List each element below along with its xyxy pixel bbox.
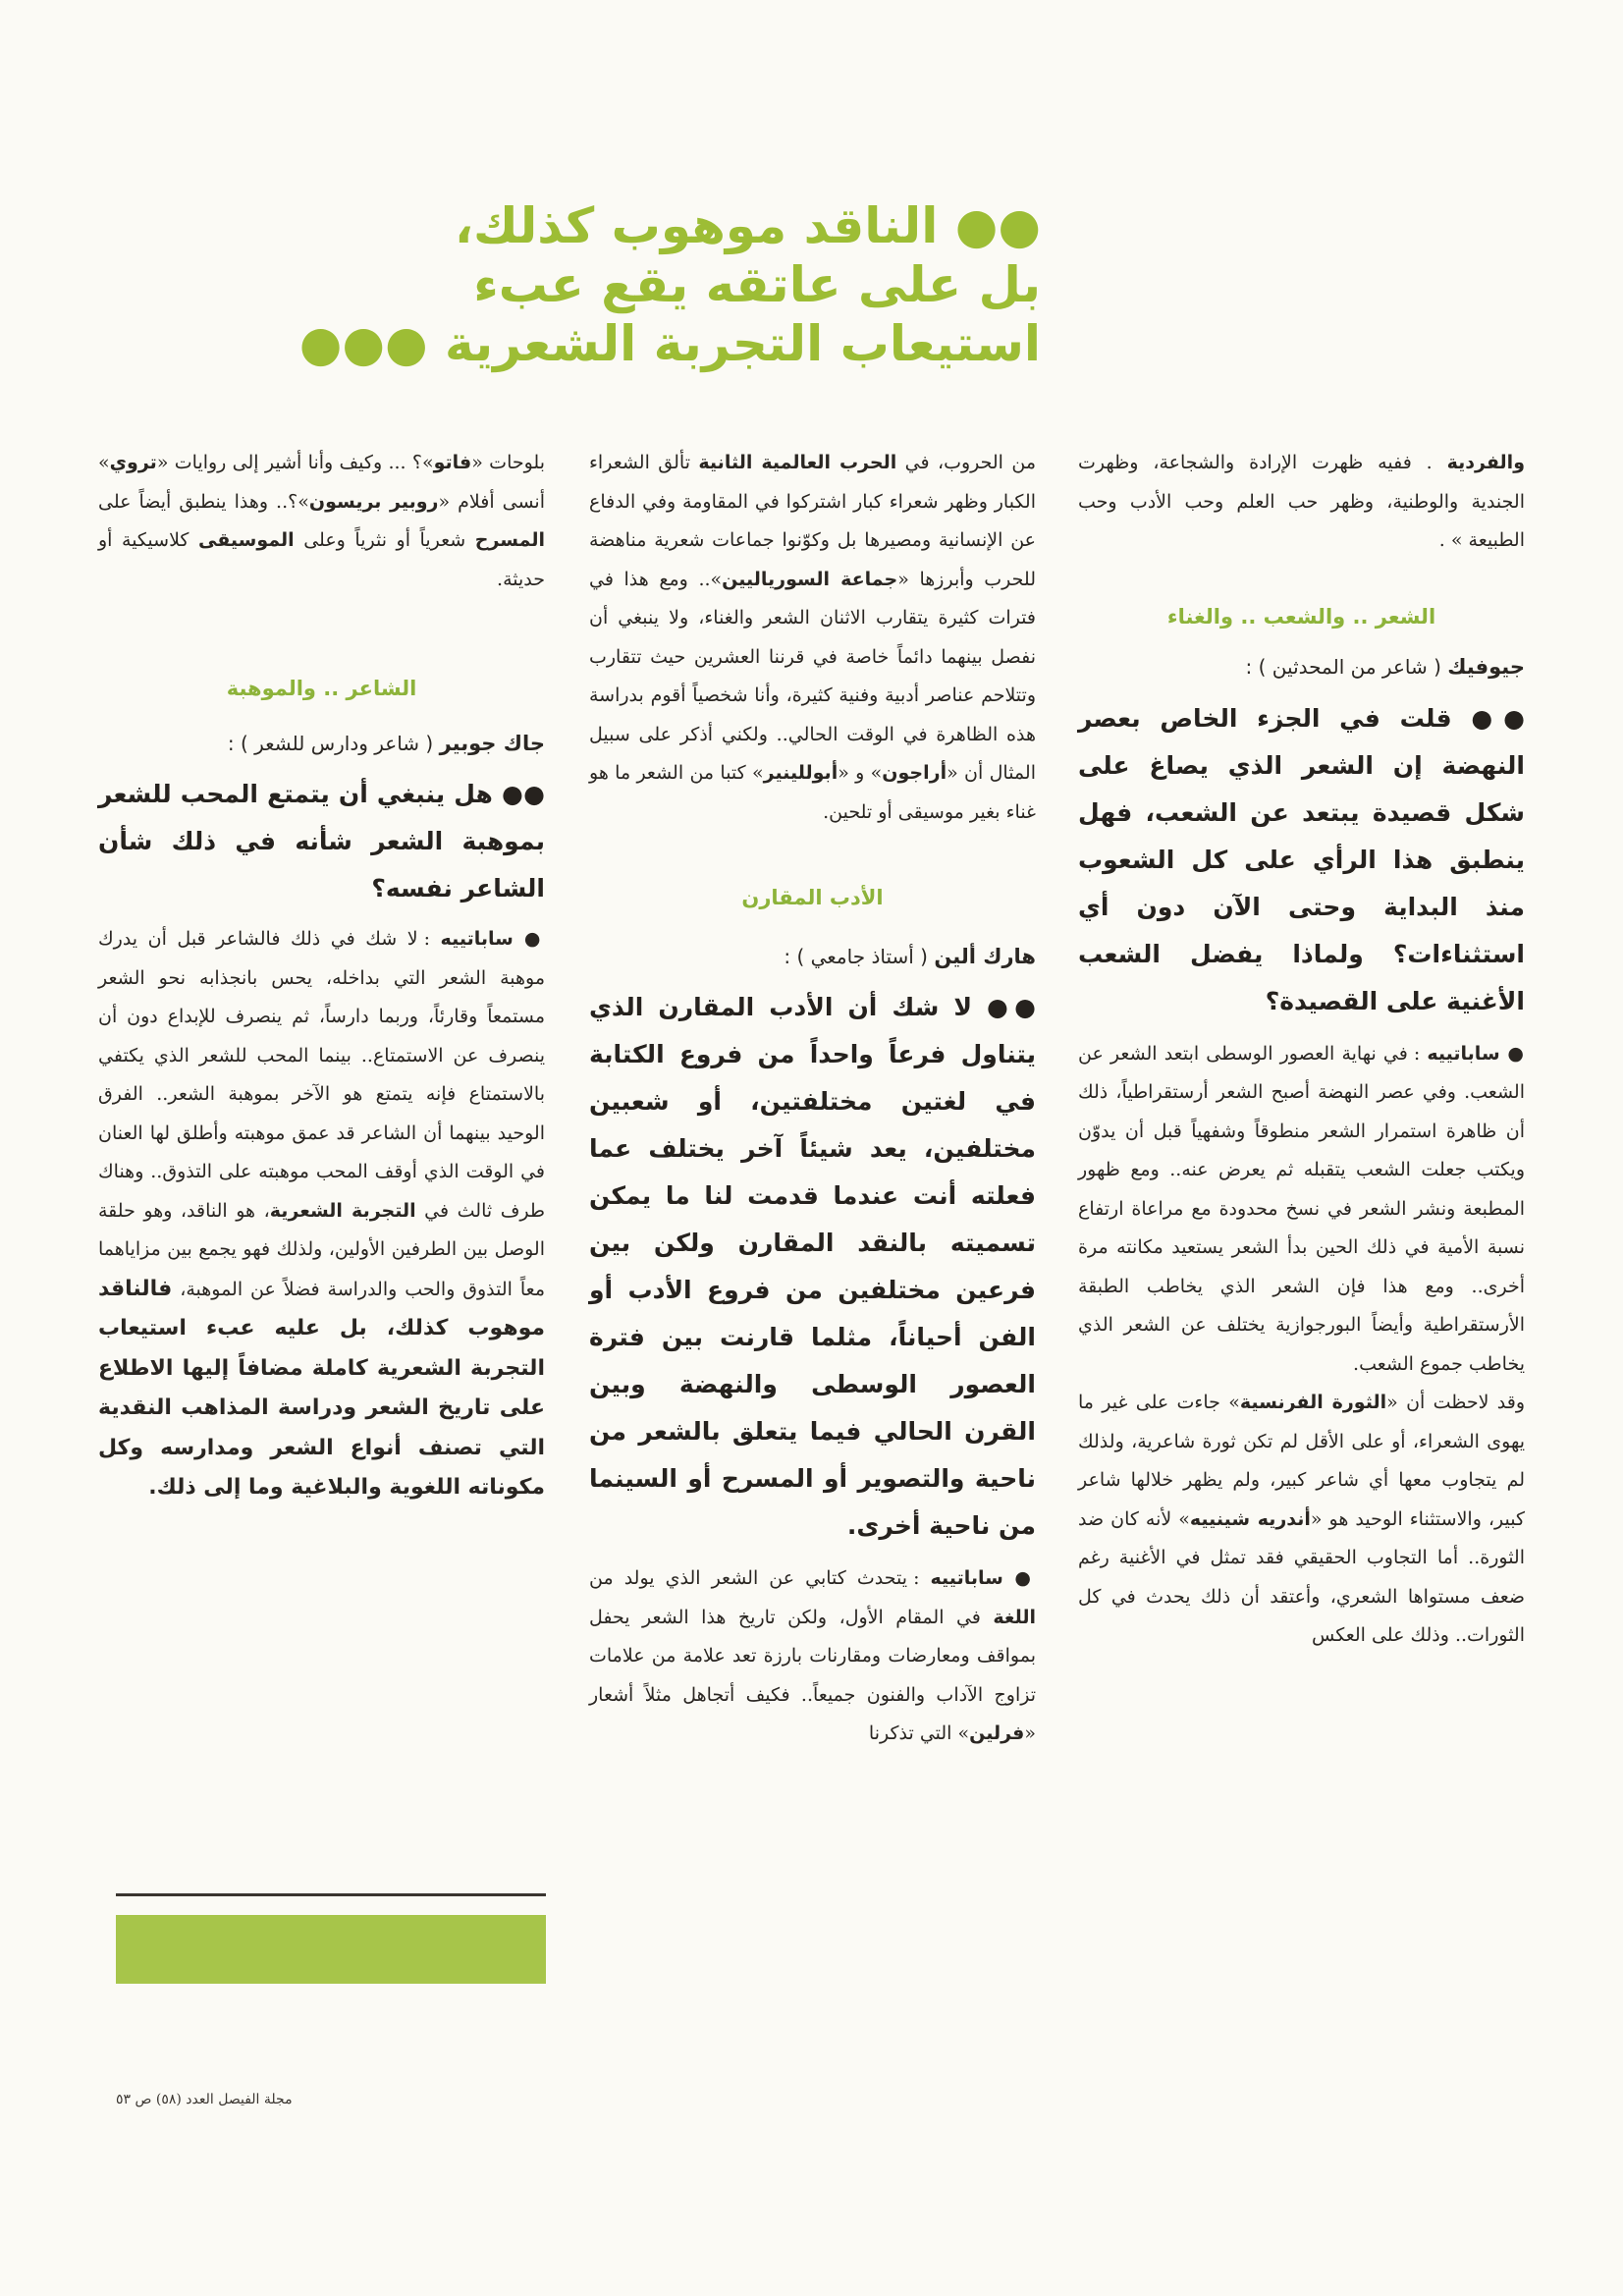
emphasis: الثورة الفرنسية	[1239, 1392, 1387, 1413]
text: بلوحات «	[471, 452, 545, 473]
text: شعرياً أو نثرياً وعلى	[303, 529, 466, 551]
speaker-name: ● ساباتييه	[1427, 1042, 1525, 1065]
headline-line-2: بل على عاتقه يقع عبء	[473, 256, 1041, 313]
column-middle	[589, 444, 1036, 1754]
column-left	[98, 444, 545, 1508]
speaker-name: ● ساباتييه	[930, 1567, 1037, 1589]
emphasis: أراجون	[882, 762, 947, 784]
emphasis: والفردية	[1446, 452, 1525, 473]
emphasis: جماعة السورياليين	[722, 568, 898, 590]
emphasis: فرلين	[969, 1722, 1025, 1744]
paragraph	[1078, 444, 1525, 561]
question: ●● هل ينبغي أن يتمتع المحب للشعر بموهبة الشعر شأنه في ذلك شأن الشاعر نفسه؟	[98, 780, 545, 902]
emphasis: الموسيقى	[198, 529, 295, 551]
emphasis: المسرح	[474, 529, 545, 551]
text: : لا شك في ذلك فالشاعر قبل أن يدرك موهبة الشعر التي بداخله، يحس بانجذابه نحو الشعر مستمعاً وقارئاً، وربما دارساً، ثم ينصرف للإبداع دون أن ينصرف عن الاستمتاع.. بينما المحب للشعر الذي يكتفي بالاستمتاع فإنه يتمتع هو الآخر بموهبة الشعر.. الفرق الوحيد بينهما أن الشاعر قد عمق موهبته وأطلق لها العنان في الوقت الذي أوقف المحب موهبته على التذوق.. وهناك طرف ثالث في	[98, 928, 545, 1222]
decorative-green-box	[116, 1915, 546, 1984]
section-heading: الشعر .. والشعب .. والغناء	[1166, 604, 1436, 629]
text: وقد لاحظت أن «	[1386, 1392, 1525, 1413]
emphasis: روبير بريسون	[308, 490, 439, 513]
answer	[589, 1559, 1036, 1754]
paragraph	[589, 444, 1036, 832]
headline-line-1: ●● الناقد موهوب كذلك،	[454, 197, 1041, 254]
text: كلاسيكية أو حديثة.	[98, 529, 545, 590]
emphasis: الحرب العالمية الثانية	[698, 452, 897, 473]
speaker-role: ( شاعر ودارس للشعر ) :	[227, 731, 434, 755]
headline-line-3: استيعاب التجربة الشعرية ●●●	[298, 315, 1041, 372]
text: » كتبا من الشعر ما هو غناء بغير موسيقى أو تلحين.	[589, 762, 1036, 823]
headline	[157, 196, 1041, 373]
emphasis: تروي	[109, 452, 157, 473]
paragraph	[98, 444, 545, 599]
text: » التي تذكرنا	[868, 1722, 970, 1744]
text: » و «	[838, 762, 883, 784]
speaker	[589, 938, 1036, 977]
text: في المقام الأول، ولكن تاريخ هذا الشعر يحفل بمواقف ومعارضات ومقارنات بارزة تعد علامة من علامات تزاوج الآداب والفنون جميعاً.. فكيف أتجاهل مثلاً أشعار «	[589, 1606, 1036, 1744]
emphasis: اللغة	[993, 1606, 1037, 1628]
speaker	[98, 725, 545, 764]
speaker-name: جاك جوبير	[439, 731, 545, 755]
text: » لأنه كان ضد الثورة.. أما التجاوب الحقيقي فقد تمثل في الأغنية رغم ضعف مستواها الشعري، وأعتقد أن ذلك يحدث في كل الثورات.. وذلك على العكس	[1078, 1507, 1525, 1646]
section-heading: الشاعر .. والموهبة	[226, 677, 417, 700]
emphasis: فاتو	[433, 452, 472, 473]
emphasis: التجربة الشعرية	[269, 1199, 416, 1222]
speaker	[1078, 648, 1525, 687]
speaker-name: جيوفيك	[1447, 655, 1525, 679]
speaker-role: ( أستاذ جامعي ) :	[784, 944, 928, 968]
paragraph	[1078, 1384, 1525, 1656]
text: . ففيه ظهرت الإرادة والشجاعة، وظهرت الجندية والوطنية، وظهر حب العلم وحب الأدب وحب الطبيعة » .	[1078, 452, 1525, 551]
question: ●● لا شك أن الأدب المقارن الذي يتناول فرعاً واحداً من فروع الكتابة في لغتين مختلفتين، أو شعبين مختلفين، يعد شيئاً آخر يختلف عما فعلته أنت عندما قدمت لنا ما يمكن تسميته بالنقد المقارن ولكن بين فرعين مختلفين من فروع الأدب أو الفن أحياناً، مثلما قارنت بين فترة العصور الوسطى والنهضة وبين القرن الحالي فيما يتعلق بالشعر من ناحية والتصوير أو المسرح أو السينما من ناحية أخرى.	[589, 993, 1036, 1540]
speaker-name: هارك ألين	[934, 944, 1036, 968]
answer	[1078, 1035, 1525, 1385]
text: : في نهاية العصور الوسطى ابتعد الشعر عن الشعب. وفي عصر النهضة أصبح الشعر أرستقراطياً، ذلك أن ظاهرة استمرار الشعر منطوقاً وشفهياً قبل أن يدوّن ويكتب جعلت الشعب يتقبله ثم يعرض عنه.. ومع ظهور المطبعة ونشر الشعر في نسخ محدودة مع مراعاة ارتفاع نسبة الأمية في ذلك الحين بدأ الشعر يستعيد مكانته مرة أخرى.. ومع هذا فإن الشعر الذي يخاطب الطبقة الأرستقراطية وأيضاً البورجوازية يختلف عن الشعر الذي يخاطب جموع الشعب.	[1078, 1042, 1525, 1375]
section-heading: الأدب المقارن	[741, 886, 884, 909]
question: ●● قلت في الجزء الخاص بعصر النهضة إن الشعر الذي يصاغ على شكل قصيدة يبتعد عن الشعب، فهل ينطبق هذا الرأي على كل الشعوب منذ البداية وحتى الآن دون أي استثناءات؟ ولماذا يفضل الشعب الأغنية على القصيدة؟	[1078, 703, 1525, 1015]
speaker-name: ● ساباتييه	[440, 928, 546, 950]
divider	[116, 1893, 546, 1896]
text: » جاءت على غير ما يهوى الشعراء، أو على الأقل لم تكن ثورة شاعرية، ولذلك لم يتجاوب معها أي شاعر كبير، ولم يظهر خلالها شاعر كبير، والاستثناء الوحيد هو «	[1078, 1392, 1526, 1530]
text: تألق الشعراء الكبار وظهر شعراء كبار اشتركوا في المقاومة وفي الدفاع عن الإنسانية ومصيرها بل وكوّنوا جماعات شعرية مناهضة للحرب وأبرزها «	[589, 452, 1036, 590]
emphasis-closing: فالناقد موهوب كذلك، بل عليه عبء استيعاب التجربة الشعرية كاملة مضافاً إليها الاطلاع على تاريخ الشعر ودراسة المذاهب النقدية التي تصنف أنواع الشعر ومدارسه وكل مكوناته اللغوية والبلاغية وما إلى ذلك.	[98, 1276, 545, 1500]
emphasis: أندريه شينييه	[1189, 1507, 1311, 1530]
text: ».. ومع هذا في فترات كثيرة يتقارب الاثنان الشعر والغناء، ولا ينبغي أن نفصل بينهما دائماً خاصة في قرننا العشرين حيث تتقارب وتتلاحم عناصر أدبية وفنية كثيرة، وأنا شخصياً أقوم بدراسة هذه الظاهرة في الوقت الحالي.. ولكني أذكر على سبيل المثال أن «	[589, 568, 1036, 784]
answer	[98, 920, 545, 1508]
speaker-role: ( شاعر من المحدثين ) :	[1245, 655, 1441, 679]
page-footer: مجلة الفيصل العدد (٥٨) ص ٥٣	[116, 2092, 293, 2107]
text: من الحروب، في	[904, 452, 1036, 473]
text: »؟.. وهذا ينطبق أيضاً على	[98, 490, 309, 513]
text: »؟ ... وكيف وأنا أشير إلى روايات «	[156, 452, 434, 473]
text: » أنسى أفلام «	[98, 452, 545, 513]
text: : يتحدث كتابي عن الشعر الذي يولد من	[589, 1567, 920, 1589]
text: ، هو الناقد، وهو حلقة الوصل بين الطرفين الأولين، ولذلك فهو يجمع بين مزاياهما معاً التذوق والحب والدراسة فضلاً عن الموهبة،	[98, 1199, 545, 1300]
emphasis: أبوللينير	[763, 762, 839, 784]
column-right	[1078, 444, 1525, 1656]
